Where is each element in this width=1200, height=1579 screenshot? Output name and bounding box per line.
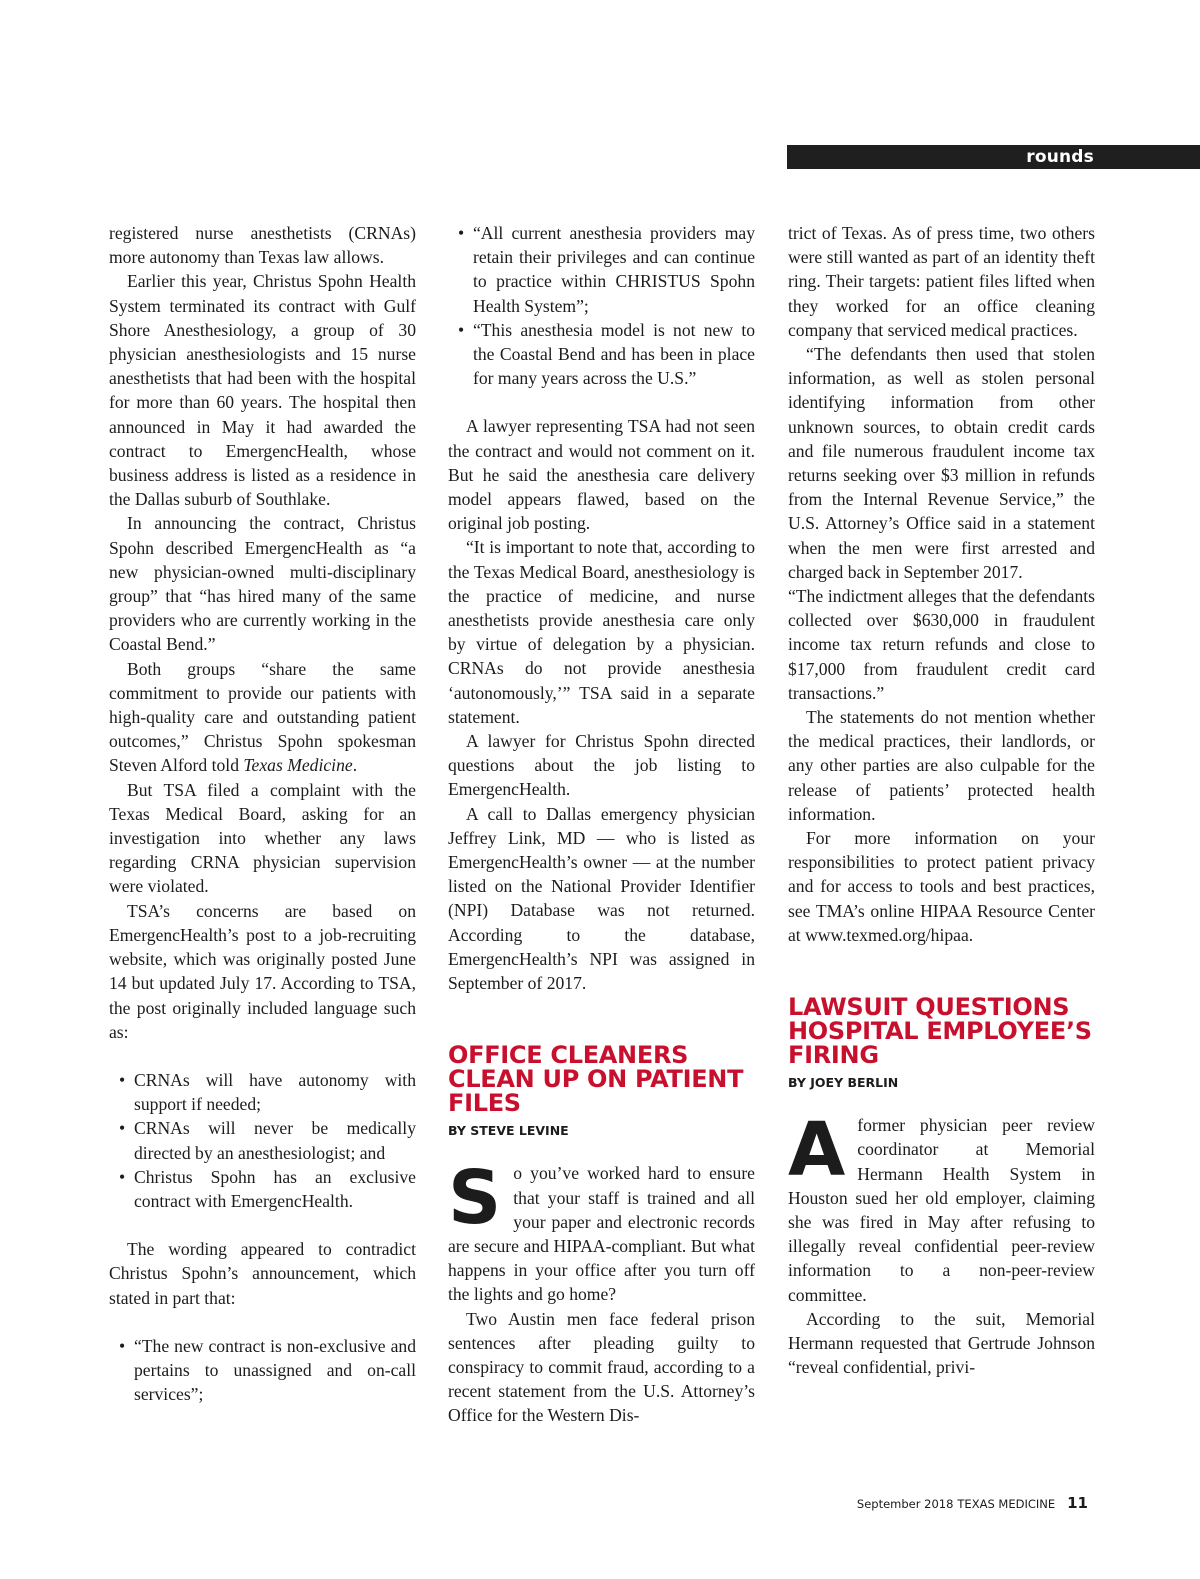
paragraph: A lawyer representing TSA had not seen the contract and would not comment on it. But he said the anesthesia care delivery model appears flawed, based on the original job posting. xyxy=(448,416,755,534)
bullet-list xyxy=(448,221,755,390)
paragraph: For more information on your responsibilities to protect patient privacy and for access to tools and best practices, see TMA’s online HIPAA Resource Center at www.texmed.org/hipaa. xyxy=(788,828,1095,945)
magazine-title: TEXAS MEDICINE xyxy=(957,1497,1056,1511)
paragraph: “The defendants then used that stolen information, as well as stolen personal identifying information from other unknown sources, to obtain credit cards and file numerous fraudulent income tax returns seeking over $3 million in refunds from the Internal Revenue Service,” the U.S. Attorney’s Office said in a statement when the men were first arrested and charged back in September 2017. xyxy=(788,344,1095,582)
column-2 xyxy=(448,221,755,1428)
list-item: • CRNAs will have autonomy with support if needed; xyxy=(119,1069,416,1115)
paragraph: “It is important to note that, according to the Texas Medical Board, anesthesiology is the practice of medicine, and nurse anesthetists provide anesthesia care only by virtue of delegation by a physician. CRNAs do not provide anesthesia ‘autonomously,’” TSA said in a separate statement. xyxy=(448,537,755,727)
paragraph: According to the suit, Memorial Hermann requested that Gertrude Johnson “reveal confidential, privi- xyxy=(788,1308,1095,1378)
paragraph: But TSA filed a complaint with the Texas Medical Board, asking for an investigation into whether any laws regarding CRNA physician supervision were violated. xyxy=(109,779,416,897)
section-label: rounds xyxy=(1026,147,1094,167)
list-item: • “The new contract is non-exclusive and pertains to unassigned and on-call services”; xyxy=(119,1335,416,1405)
column-1 xyxy=(109,221,416,1430)
paragraph: A call to Dallas emergency physician Jeffrey Link, MD — who is listed as EmergencHealth’s owner — at the number listed on the National Provider Identifier (NPI) Database was not returned. According to the database, EmergencHealth’s NPI was assigned in September of 2017. xyxy=(448,803,755,994)
page-number: 11 xyxy=(1067,1494,1088,1512)
list-item: • CRNAs will never be medically directed by an anesthesiologist; and xyxy=(119,1118,416,1163)
article-headline: OFFICE CLEANERS CLEAN UP ON PATIENT FILES xyxy=(448,1041,744,1118)
paragraph: Both groups “share the same commitment to provide our patients with high-quality care and outstanding patient outcomes,” Christus Spohn spokesman Steven Alford told Texas Medicine. xyxy=(109,658,416,776)
issue-date: September 2018 xyxy=(856,1497,954,1511)
article-byline: BY STEVE LEVINE xyxy=(448,1123,569,1139)
drop-cap: A xyxy=(788,1107,846,1194)
paragraph: A lawyer for Christus Spohn directed questions about the job listing to EmergencHealth. xyxy=(448,731,755,800)
paragraph: Earlier this year, Christus Spohn Health System terminated its contract with Gulf Shore Anesthesiology, a group of 30 physician anesthesiologists and 15 nurse anesthetists that had been with the hospital for more than 60 years. The hospital then announced in May it had awarded the contract to EmergencHealth, whose business address is listed as a residence in the Dallas suburb of Southlake. xyxy=(109,271,416,510)
list-item: • Christus Spohn has an exclusive contract with EmergencHealth. xyxy=(119,1166,416,1211)
bullet-list xyxy=(109,1068,416,1213)
article-byline: BY JOEY BERLIN xyxy=(788,1075,899,1091)
lead-paragraph: Aformer physician peer review coordinator at Memorial Hermann Health System in Houston sued her old employer, claiming she was fired in May after refusing to illegally reveal confidential peer-review information to a non-peer-review committee. xyxy=(788,1107,1095,1305)
list-item: • “All current anesthesia providers may retain their privileges and can continue to practice within CHRISTUS Spohn Health System”; xyxy=(458,223,755,316)
bullet-list xyxy=(109,1334,416,1407)
drop-cap: S xyxy=(448,1155,502,1242)
paragraph: “The indictment alleges that the defendants collected over $630,000 in fraudulent income tax return refunds and close to $17,000 from fraudulent credit card transactions.” xyxy=(788,586,1095,703)
lead-paragraph: So you’ve worked hard to ensure that your staff is trained and all your paper and electronic records are secure and HIPAA-compliant. But what happens in your office after you turn off the lights and go home? xyxy=(448,1155,755,1305)
paragraph: The statements do not mention whether the medical practices, their landlords, or any other parties are also culpable for the release of patients’ protected health information. xyxy=(788,707,1095,824)
paragraph: Two Austin men face federal prison sentences after pleading guilty to conspiracy to commit fraud, according to a recent statement from the U.S. Attorney’s Office for the Western Dis- xyxy=(448,1308,755,1426)
section-header-bar xyxy=(787,145,1200,169)
article-headline: LAWSUIT QUESTIONS HOSPITAL EMPLOYEE’S FIRING xyxy=(788,993,1092,1070)
paragraph: registered nurse anesthetists (CRNAs) more autonomy than Texas law allows. xyxy=(109,223,416,268)
paragraph: trict of Texas. As of press time, two others were still wanted as part of an identity theft ring. Their targets: patient files lifted when they worked for an office cleaning company that serviced medical practices. xyxy=(788,223,1095,340)
paragraph: In announcing the contract, Christus Spohn described EmergencHealth as “a new physician-owned multi-disciplinary group” that “has hired many of the same providers who are currently working in the Coastal Bend.” xyxy=(109,513,416,655)
magazine-name-italic: Texas Medicine xyxy=(243,755,353,776)
page-footer xyxy=(857,1494,1088,1512)
paragraph: TSA’s concerns are based on EmergencHealth’s post to a job-recruiting website, which was originally posted June 14 but updated July 17. According to TSA, the post originally included language such as: xyxy=(109,900,416,1042)
list-item: • “This anesthesia model is not new to the Coastal Bend and has been in place for many years across the U.S.” xyxy=(458,319,755,389)
column-3 xyxy=(788,221,1095,1379)
paragraph: The wording appeared to contradict Christus Spohn’s announcement, which stated in part that: xyxy=(109,1239,416,1308)
